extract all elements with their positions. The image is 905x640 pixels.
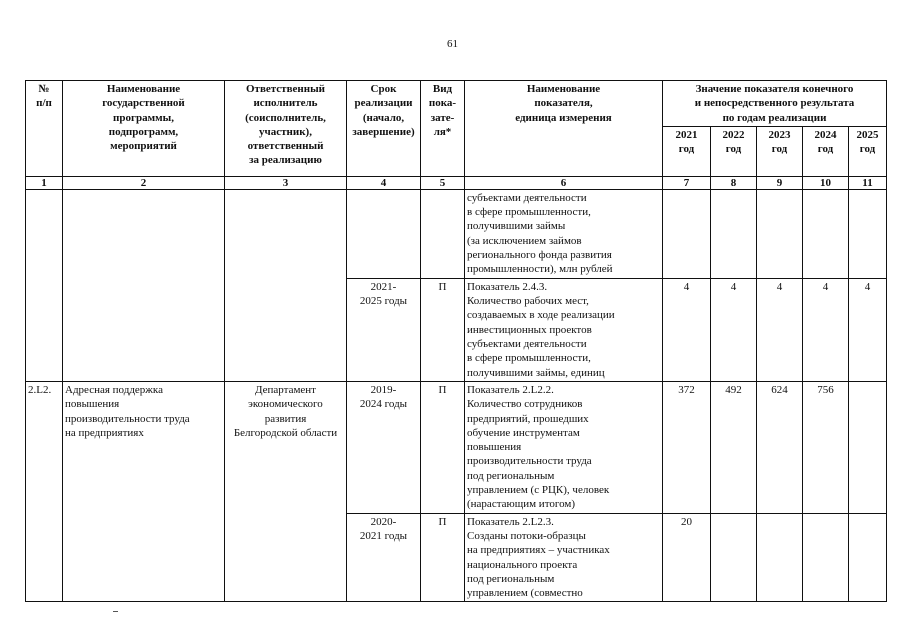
cell-executor: Департамент экономического развития Белгородской области — [225, 381, 347, 601]
column-number: 8 — [711, 176, 757, 189]
cell-term — [347, 189, 421, 278]
column-number: 4 — [347, 176, 421, 189]
cell-term: 2019- 2024 годы — [347, 381, 421, 513]
cell-number — [26, 189, 63, 381]
header-indicator-kind: Вид пока- зате- ля* — [421, 81, 465, 177]
header-executor: Ответственный исполнитель (соисполнитель, участник), ответственный за реализацию — [225, 81, 347, 177]
cell-value-2025 — [849, 381, 887, 513]
cell-indicator-name: субъектами деятельности в сфере промышленности, получившими займы (за исключением займов регионального фонда развития промышленности), млн рублей — [465, 189, 663, 278]
cell-value-2024: 4 — [803, 278, 849, 381]
table-row — [26, 189, 887, 278]
cell-value-2023: 4 — [757, 278, 803, 381]
cell-value-2025: 4 — [849, 278, 887, 381]
cell-value-2025 — [849, 513, 887, 602]
page-mark — [113, 611, 118, 612]
cell-term: 2020- 2021 годы — [347, 513, 421, 602]
cell-value-2022: 4 — [711, 278, 757, 381]
cell-value-2025 — [849, 189, 887, 278]
cell-value-2023 — [757, 513, 803, 602]
column-number: 1 — [26, 176, 63, 189]
header-program: Наименование государственной программы, подпрограмм, мероприятий — [63, 81, 225, 177]
cell-value-2022 — [711, 189, 757, 278]
cell-value-2022 — [711, 513, 757, 602]
cell-term: 2021- 2025 годы — [347, 278, 421, 381]
column-numbers-row — [26, 176, 887, 189]
cell-value-2021: 4 — [663, 278, 711, 381]
cell-value-2024: 756 — [803, 381, 849, 513]
cell-value-2024 — [803, 189, 849, 278]
header-values-group: Значение показателя конечного и непосредственного результата по годам реализации — [663, 81, 887, 127]
header-indicator-name: Наименование показателя, единица измерения — [465, 81, 663, 177]
cell-indicator-name: Показатель 2.4.3. Количество рабочих мест, создаваемых в ходе реализации инвестиционных проектов субъектами деятельности в сфере промышленности, получившими займы, единиц — [465, 278, 663, 381]
cell-indicator-kind: П — [421, 278, 465, 381]
cell-indicator-name: Показатель 2.L2.2. Количество сотрудников предприятий, прошедших обучение инструментам повышения производительности труда под региональным управлением (с РЦК), человек (нарастающим итогом) — [465, 381, 663, 513]
header-year-2024: 2024 год — [803, 126, 849, 176]
cell-indicator-kind: П — [421, 381, 465, 513]
cell-indicator-name: Показатель 2.L2.3. Созданы потоки-образцы на предприятиях – участниках национального проекта под региональным управлением (совместно — [465, 513, 663, 602]
cell-value-2024 — [803, 513, 849, 602]
indicators-table — [25, 80, 887, 602]
header-number: № п/п — [26, 81, 63, 177]
cell-value-2021: 372 — [663, 381, 711, 513]
column-number: 6 — [465, 176, 663, 189]
column-number: 3 — [225, 176, 347, 189]
cell-value-2023 — [757, 189, 803, 278]
cell-program — [63, 189, 225, 381]
column-number: 2 — [63, 176, 225, 189]
header-year-2022: 2022 год — [711, 126, 757, 176]
cell-number: 2.L2. — [26, 381, 63, 601]
column-number: 11 — [849, 176, 887, 189]
column-number: 9 — [757, 176, 803, 189]
cell-value-2021: 20 — [663, 513, 711, 602]
header-year-2023: 2023 год — [757, 126, 803, 176]
page-number: 61 — [447, 38, 458, 50]
header-year-2025: 2025 год — [849, 126, 887, 176]
cell-indicator-kind: П — [421, 513, 465, 602]
cell-value-2023: 624 — [757, 381, 803, 513]
cell-indicator-kind — [421, 189, 465, 278]
table-row — [26, 381, 887, 513]
header-term: Срок реализации (начало, завершение) — [347, 81, 421, 177]
cell-value-2021 — [663, 189, 711, 278]
cell-executor — [225, 189, 347, 381]
cell-value-2022: 492 — [711, 381, 757, 513]
cell-program: Адресная поддержка повышения производительности труда на предприятиях — [63, 381, 225, 601]
column-number: 7 — [663, 176, 711, 189]
header-year-2021: 2021 год — [663, 126, 711, 176]
column-number: 10 — [803, 176, 849, 189]
column-number: 5 — [421, 176, 465, 189]
